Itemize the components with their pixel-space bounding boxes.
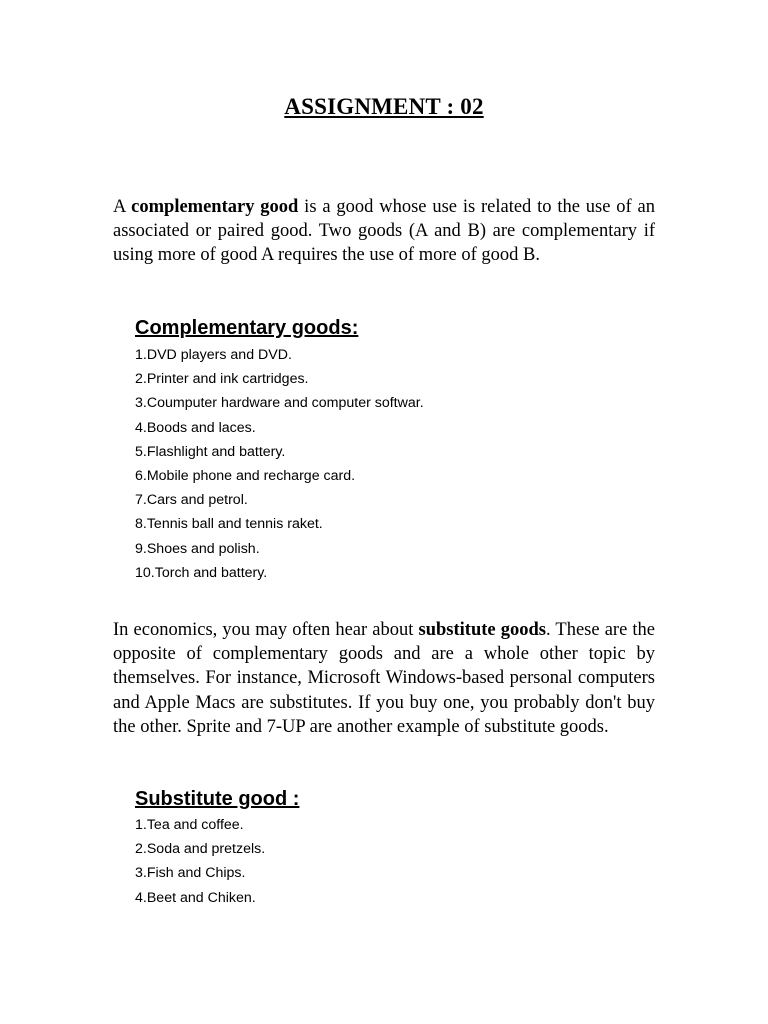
list-item-number: 6. (135, 467, 147, 484)
list-item-text: Shoes and polish. (146, 540, 260, 557)
list-item-number: 3. (135, 865, 147, 882)
list-item-number: 2. (135, 371, 147, 388)
list-item-text: Printer and ink cartridges. (146, 371, 309, 388)
list-item-number: 3. (135, 395, 147, 412)
intro-text-before: A (113, 197, 132, 217)
intro-paragraph (113, 195, 655, 268)
list-item (135, 861, 265, 885)
substitute-term: substitute goods (418, 620, 546, 640)
intro-term: complementary good (131, 197, 299, 217)
substitute-text-before: In economics, you may often hear about (113, 620, 419, 640)
list-item-text: Mobile phone and recharge card. (146, 467, 356, 484)
list-item (135, 440, 424, 464)
list-item (135, 343, 424, 367)
list-item-number: 7. (135, 492, 147, 509)
list-item (135, 391, 424, 415)
complementary-list (135, 343, 424, 585)
list-item (135, 464, 424, 488)
list-item (135, 561, 424, 585)
list-item (135, 837, 265, 861)
list-item-text: Beet and Chiken. (146, 889, 256, 906)
list-item-number: 2. (135, 841, 147, 858)
list-item (135, 416, 424, 440)
list-item (135, 512, 424, 536)
complementary-heading: Complementary goods: (135, 317, 359, 339)
substitute-paragraph (113, 618, 655, 739)
substitute-text-after: . These are the opposite of complementary goods and are a whole other topic by themselves. For instance, Microsoft Windows-based personal computers and Apple Macs are substitutes. If you buy one, you probably don't buy the other. Sprite and 7-UP are another example of substitute goods. (113, 620, 656, 737)
list-item-number: 8. (135, 516, 147, 533)
intro-text-after: is a good whose use is related to the use of an associated or paired good. Two goods (A and B) are complementary if using more of good A requires the use of more of good B. (113, 197, 655, 266)
list-item-number: 1. (135, 817, 147, 833)
list-item-text: Tennis ball and tennis raket. (146, 516, 323, 533)
list-item-text: Torch and battery. (154, 564, 268, 581)
list-item-text: Cars and petrol. (146, 492, 248, 509)
list-item (135, 488, 424, 512)
list-item-number: 9. (135, 540, 147, 557)
list-item-text: Soda and pretzels. (146, 841, 266, 858)
list-item-text: Coumputer hardware and computer softwar. (146, 395, 424, 412)
list-item-text: Fish and Chips. (146, 865, 246, 882)
list-item (135, 813, 265, 837)
substitute-heading: Substitute good : (135, 788, 300, 810)
list-item-number: 4. (135, 889, 147, 906)
list-item-text: DVD players and DVD. (146, 347, 292, 363)
list-item-number: 5. (135, 443, 147, 460)
substitute-list (135, 813, 265, 910)
list-item (135, 886, 265, 910)
list-item (135, 367, 424, 391)
list-item-text: Tea and coffee. (146, 817, 244, 833)
list-item-text: Boods and laces. (146, 419, 256, 436)
page-title: ASSIGNMENT : 02 (284, 94, 484, 119)
list-item-number: 10. (135, 564, 155, 581)
list-item-number: 1. (135, 347, 147, 363)
list-item (135, 537, 424, 561)
list-item-text: Flashlight and battery. (146, 443, 286, 460)
list-item-number: 4. (135, 419, 147, 436)
